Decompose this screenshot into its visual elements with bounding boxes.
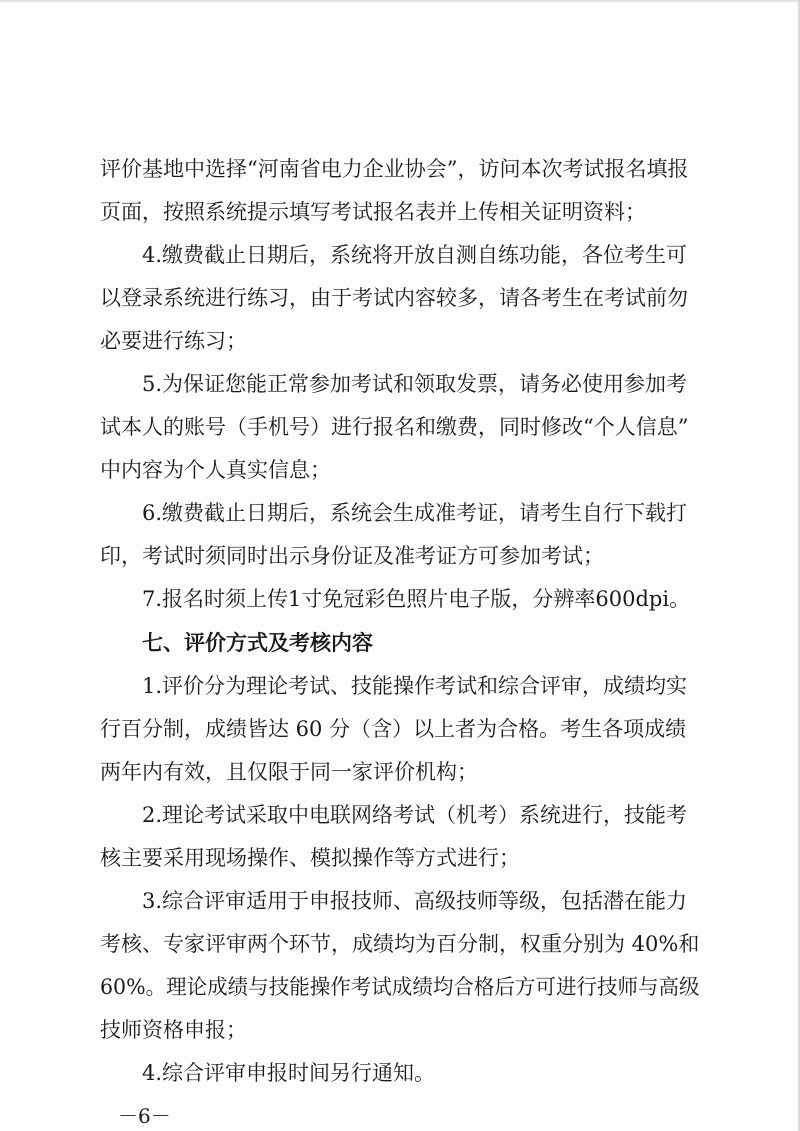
list-item-7: 7.报名时须上传1寸免冠彩色照片电子版，分辨率600dpi。 bbox=[142, 587, 691, 611]
body-line: 印，考试时须同时出示身份证及准考证方可参加考试； bbox=[100, 544, 604, 568]
body-line: 评价基地中选择“河南省电力企业协会”，访问本次考试报名填报 bbox=[100, 157, 689, 181]
body-line: 以登录系统进行练习，由于考试内容较多，请各考生在考试前勿 bbox=[100, 286, 688, 310]
section-heading: 七、评价方式及考核内容 bbox=[142, 631, 373, 655]
body-line: 核主要采用现场操作、模拟操作等方式进行； bbox=[100, 846, 520, 870]
list-item-3: 3.综合评审适用于申报技师、高级技师等级，包括潜在能力 bbox=[142, 889, 688, 913]
list-item-5: 5.为保证您能正常参加考试和领取发票，请务必使用参加考 bbox=[142, 372, 688, 396]
list-item-4b: 4.综合评审申报时间另行通知。 bbox=[142, 1061, 436, 1085]
list-item-6: 6.缴费截止日期后，系统会生成准考证，请考生自行下载打 bbox=[142, 501, 688, 525]
body-line: 两年内有效，且仅限于同一家评价机构； bbox=[100, 760, 478, 784]
list-item-1: 1.评价分为理论考试、技能操作考试和综合评审，成绩均实 bbox=[142, 674, 688, 698]
list-item-2: 2.理论考试采取中电联网络考试（机考）系统进行，技能考 bbox=[142, 803, 688, 827]
body-line: 行百分制，成绩皆达 60 分（含）以上者为合格。考生各项成绩 bbox=[100, 717, 687, 741]
body-line: 60%。理论成绩与技能操作考试成绩均合格后方可进行技师与高级 bbox=[100, 975, 700, 999]
scan-edge bbox=[0, 0, 800, 3]
page-number: －6－ bbox=[118, 1104, 171, 1128]
body-line: 中内容为个人真实信息； bbox=[100, 458, 331, 482]
body-line: 试本人的账号（手机号）进行报名和缴费，同时修改“个人信息” bbox=[100, 415, 689, 439]
body-line: 页面，按照系统提示填写考试报名表并上传相关证明资料； bbox=[100, 200, 646, 224]
list-item-4: 4.缴费截止日期后，系统将开放自测自练功能，各位考生可 bbox=[142, 243, 688, 267]
body-line: 技师资格申报； bbox=[100, 1018, 247, 1042]
body-line: 必要进行练习； bbox=[100, 329, 247, 353]
body-line: 考核、专家评审两个环节，成绩均为百分制，权重分别为 40%和 bbox=[100, 932, 700, 956]
